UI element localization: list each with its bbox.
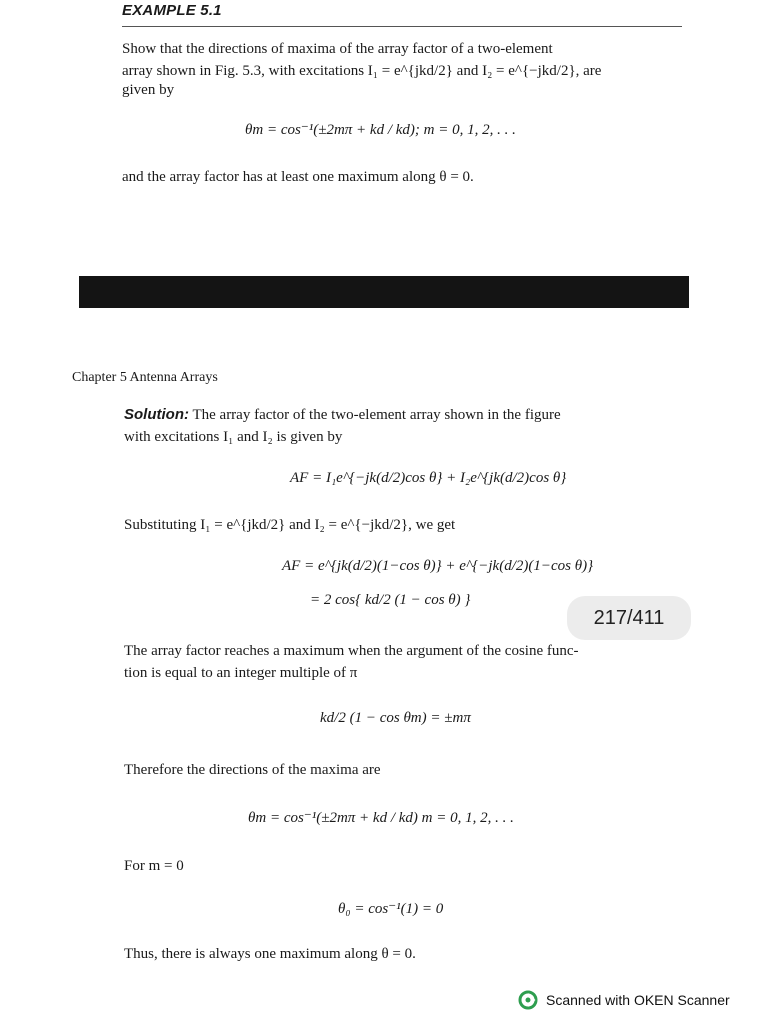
therefore-line: Therefore the directions of the maxima are	[124, 762, 381, 778]
solution-line-1-text: The array factor of the two-element array shown in the figure	[188, 407, 561, 423]
problem-line-3: given by	[122, 82, 175, 98]
solution-label: Solution:	[124, 406, 189, 423]
equation-argument: kd/2 (1 − cos θm) = ±mπ	[320, 710, 471, 726]
equation-theta-max: θm = cos⁻¹(±2mπ + kd / kd); m = 0, 1, 2, . . .	[245, 122, 516, 138]
maximum-line-1: The array factor reaches a maximum when the argument of the cosine func-	[124, 643, 579, 659]
problem-closing: and the array factor has at least one maximum along θ = 0.	[122, 169, 474, 185]
equation-af-cosine: = 2 cos{ kd/2 (1 − cos θ) }	[310, 592, 471, 608]
solution-line-1	[124, 404, 689, 426]
equation-theta-zero: θ₀ = cos⁻¹(1) = 0	[338, 901, 444, 917]
for-m0-line: For m = 0	[124, 858, 184, 874]
chapter-header: Chapter 5 Antenna Arrays	[72, 370, 218, 385]
substitution-line: Substituting I₁ = e^{jkd/2} and I₂ = e^{−jkd/2}, we get	[124, 517, 456, 533]
conclusion-line: Thus, there is always one maximum along θ = 0.	[124, 946, 416, 962]
scanner-watermark	[518, 990, 730, 1010]
page-indicator-badge: 217/411	[567, 596, 691, 640]
maximum-line-2: tion is equal to an integer multiple of π	[124, 665, 358, 681]
scanner-text: Scanned with OKEN Scanner	[546, 992, 730, 1008]
problem-line-1: Show that the directions of maxima of the array factor of a two-element	[122, 41, 553, 57]
equation-theta-max-solution: θm = cos⁻¹(±2mπ + kd / kd) m = 0, 1, 2, . . .	[248, 810, 514, 826]
equation-af-substituted: AF = e^{jk(d/2)(1−cos θ)} + e^{−jk(d/2)(1−cos θ)}	[282, 558, 594, 574]
solution-line-2: with excitations I₁ and I₂ is given by	[124, 429, 343, 445]
oken-logo-icon	[518, 990, 538, 1010]
title-rule	[122, 26, 682, 27]
equation-af-general: AF = I₁e^{−jk(d/2)cos θ} + I₂e^{jk(d/2)cos θ}	[290, 470, 567, 486]
problem-line-2: array shown in Fig. 5.3, with excitations I₁ = e^{jkd/2} and I₂ = e^{−jkd/2}, are	[122, 63, 602, 79]
redaction-band	[79, 276, 689, 308]
example-title: EXAMPLE 5.1	[122, 2, 222, 19]
